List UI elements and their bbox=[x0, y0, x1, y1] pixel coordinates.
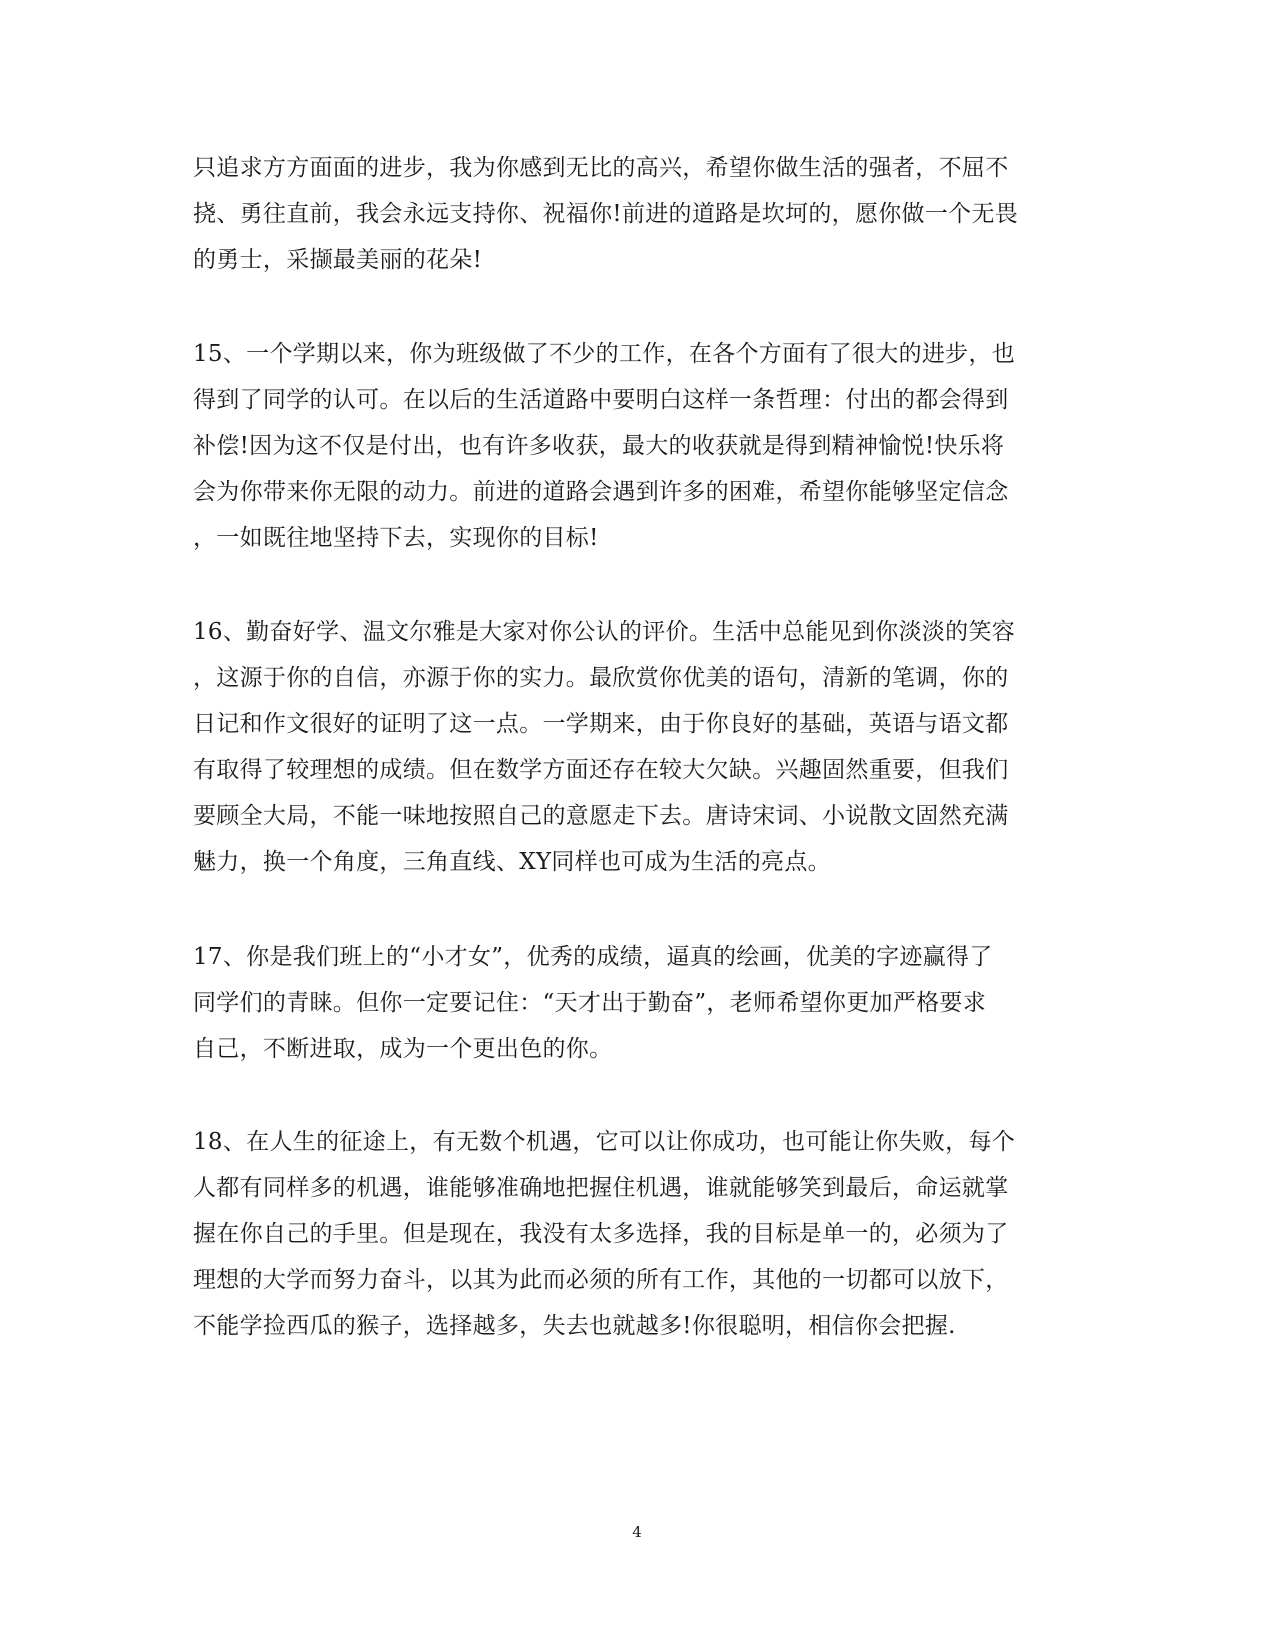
paragraph-15-line-2: 得到了同学的认可。在以后的生活道路中要明白这样一条哲理：付出的都会得到 bbox=[193, 387, 1009, 413]
paragraph-17-line-3: 自己，不断进取，成为一个更出色的你。 bbox=[193, 1036, 613, 1062]
paragraph-15-line-3: 补偿!因为这不仅是付出，也有许多收获，最大的收获就是得到精神愉悦!快乐将 bbox=[193, 433, 1005, 459]
paragraph-18-line-2: 人都有同样多的机遇，谁能够准确地把握住机遇，谁就能够笑到最后，命运就掌 bbox=[193, 1175, 1009, 1201]
paragraph-17-line-2: 同学们的青睐。但你一定要记住：“天才出于勤奋”，老师希望你更加严格要求 bbox=[193, 990, 987, 1016]
paragraph-15-line-5: ，一如既往地坚持下去，实现你的目标! bbox=[193, 525, 599, 551]
paragraph-15-line-4: 会为你带来你无限的动力。前进的道路会遇到许多的困难，希望你能够坚定信念 bbox=[193, 479, 1009, 505]
paragraph-1-line-2: 挠、勇往直前，我会永远支持你、祝福你!前进的道路是坎坷的，愿你做一个无畏 bbox=[193, 201, 1019, 227]
paragraph-16-line-2: ，这源于你的自信，亦源于你的实力。最欣赏你优美的语句，清新的笔调，你的 bbox=[193, 665, 1009, 691]
paragraph-15-line-1: 15、一个学期以来，你为班级做了不少的工作，在各个方面有了很大的进步，也 bbox=[193, 341, 1016, 367]
page-number: 4 bbox=[632, 1523, 642, 1541]
paragraph-16-line-4: 有取得了较理想的成绩。但在数学方面还存在较大欠缺。兴趣固然重要，但我们 bbox=[193, 757, 1009, 783]
paragraph-18-line-4: 理想的大学而努力奋斗，以其为此而必须的所有工作，其他的一切都可以放下， bbox=[193, 1267, 1009, 1293]
paragraph-1-line-1: 只追求方方面面的进步，我为你感到无比的高兴，希望你做生活的强者，不屈不 bbox=[193, 155, 1009, 181]
paragraph-1-line-3: 的勇士，采撷最美丽的花朵! bbox=[193, 247, 483, 273]
paragraph-16-line-6: 魅力，换一个角度，三角直线、XY同样也可成为生活的亮点。 bbox=[193, 849, 831, 875]
paragraph-16-line-3: 日记和作文很好的证明了这一点。一学期来，由于你良好的基础，英语与语文都 bbox=[193, 711, 1009, 737]
paragraph-16-line-1: 16、勤奋好学、温文尔雅是大家对你公认的评价。生活中总能见到你淡淡的笑容 bbox=[193, 619, 1016, 645]
paragraph-18-line-5: 不能学捡西瓜的猴子，选择越多，失去也就越多!你很聪明，相信你会把握. bbox=[193, 1313, 956, 1339]
paragraph-17-line-1: 17、你是我们班上的“小才女”，优秀的成绩，逼真的绘画，优美的字迹赢得了 bbox=[193, 944, 993, 970]
paragraph-16-line-5: 要顾全大局，不能一味地按照自己的意愿走下去。唐诗宋词、小说散文固然充满 bbox=[193, 803, 1009, 829]
paragraph-18-line-3: 握在你自己的手里。但是现在，我没有太多选择，我的目标是单一的，必须为了 bbox=[193, 1221, 1009, 1247]
paragraph-18-line-1: 18、在人生的征途上，有无数个机遇，它可以让你成功，也可能让你失败，每个 bbox=[193, 1129, 1016, 1155]
